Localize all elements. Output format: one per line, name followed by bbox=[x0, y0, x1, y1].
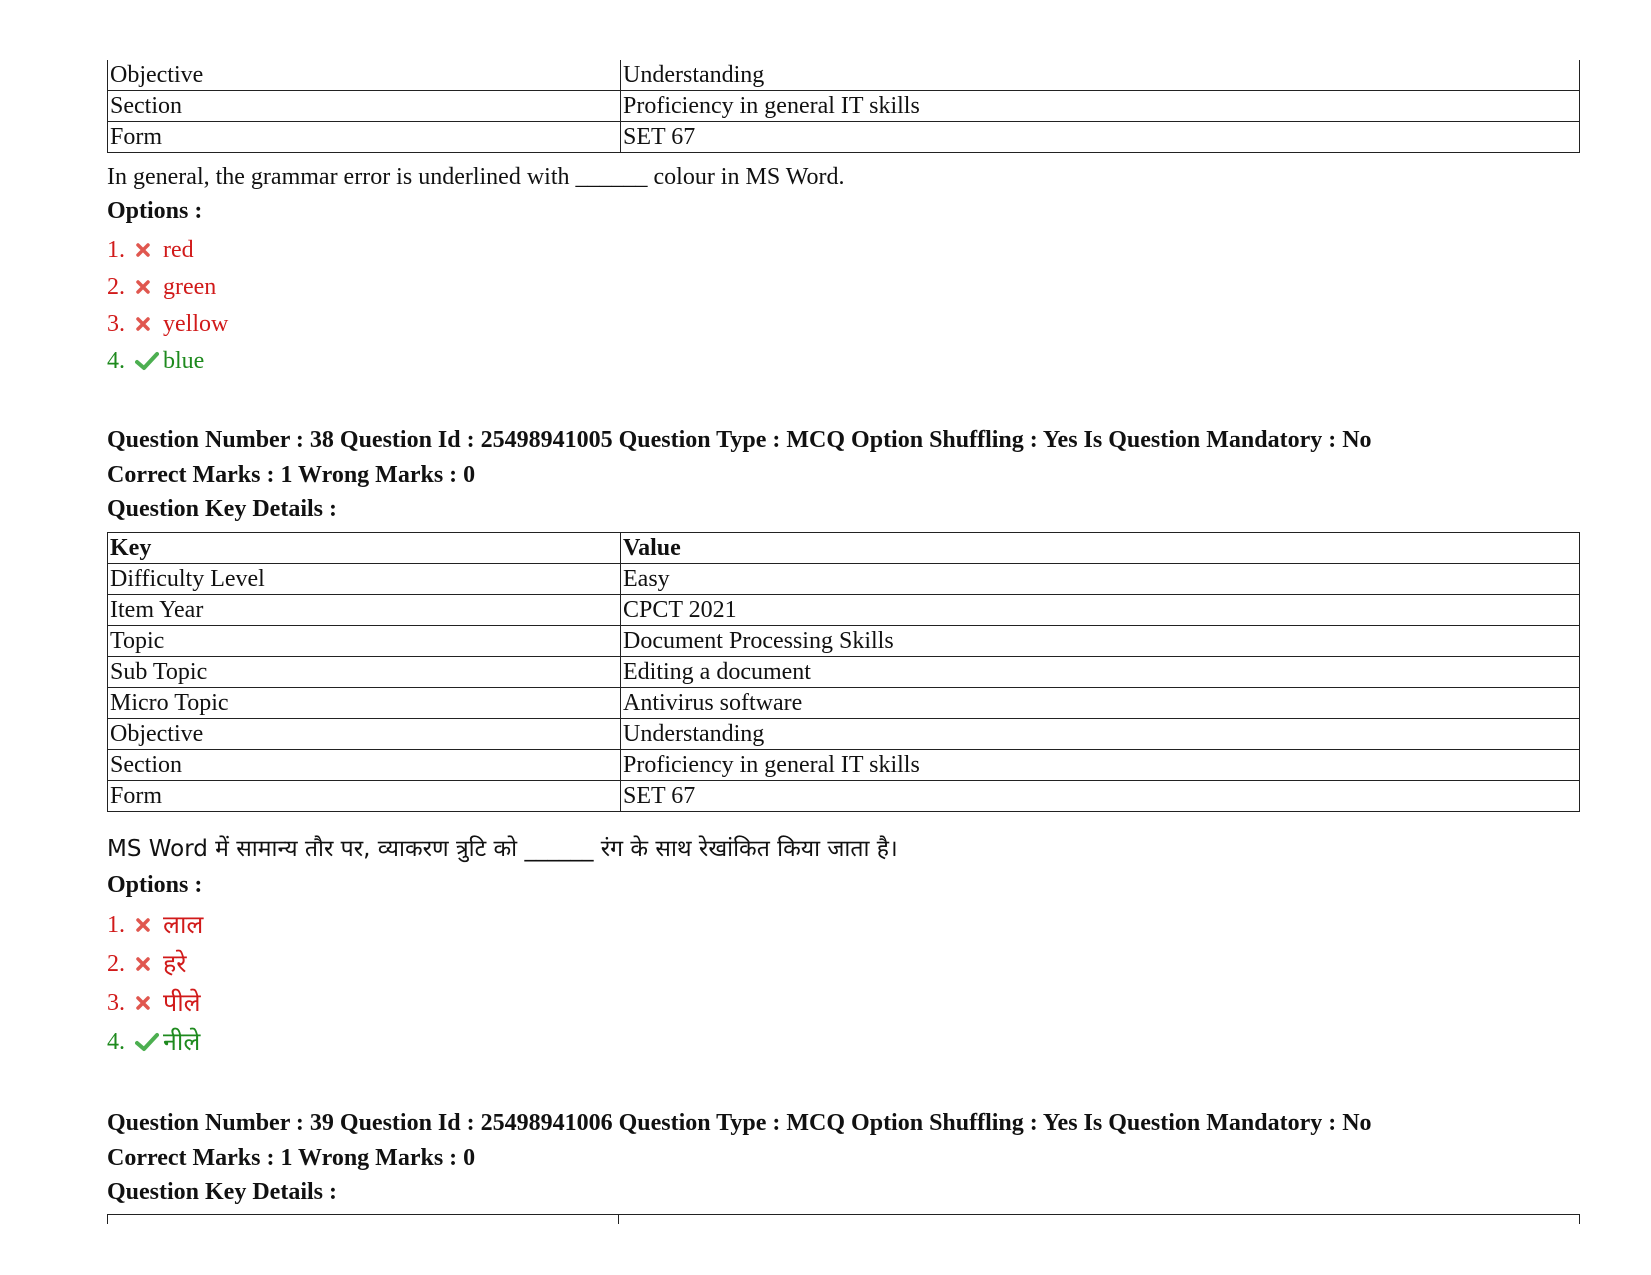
cross-icon bbox=[135, 242, 163, 258]
option-item bbox=[107, 235, 194, 265]
options-label: Options : bbox=[107, 198, 203, 224]
table-row bbox=[108, 719, 1580, 750]
value-cell: SET 67 bbox=[621, 781, 1580, 812]
option-item bbox=[107, 949, 187, 979]
check-icon bbox=[135, 351, 163, 371]
key-cell: Section bbox=[108, 750, 621, 781]
option-number: 1. bbox=[107, 912, 125, 938]
option-item bbox=[107, 910, 203, 940]
value-cell: Antivirus software bbox=[621, 688, 1580, 719]
option-number: 4. bbox=[107, 348, 125, 374]
option-number: 3. bbox=[107, 990, 125, 1016]
key-cell: Micro Topic bbox=[108, 688, 621, 719]
value-cell: Understanding bbox=[621, 719, 1580, 750]
value-cell: Document Processing Skills bbox=[621, 626, 1580, 657]
option-text: लाल bbox=[163, 910, 204, 939]
key-cell: Difficulty Level bbox=[108, 564, 621, 595]
options-label: Options : bbox=[107, 872, 203, 898]
key-details-label: Question Key Details : bbox=[107, 496, 337, 522]
value-cell: Easy bbox=[621, 564, 1580, 595]
table-row bbox=[108, 91, 1580, 122]
key-cell: Form bbox=[108, 781, 621, 812]
value-cell: Understanding bbox=[621, 60, 1580, 91]
cross-icon bbox=[135, 995, 163, 1011]
option-number: 3. bbox=[107, 311, 125, 337]
key-details-table bbox=[107, 532, 1580, 812]
option-text: हरे bbox=[163, 949, 187, 978]
key-cell: Item Year bbox=[108, 595, 621, 626]
cross-icon bbox=[135, 956, 163, 972]
key-cell: Form bbox=[108, 122, 621, 153]
check-icon bbox=[135, 1032, 163, 1052]
option-text: blue bbox=[163, 348, 205, 374]
value-cell: Editing a document bbox=[621, 657, 1580, 688]
option-item bbox=[107, 988, 201, 1018]
table-row bbox=[108, 781, 1580, 812]
option-item bbox=[107, 309, 228, 339]
cross-icon bbox=[135, 917, 163, 933]
cross-icon bbox=[135, 316, 163, 332]
marks-line: Correct Marks : 1 Wrong Marks : 0 bbox=[107, 1145, 476, 1171]
value-cell: CPCT 2021 bbox=[621, 595, 1580, 626]
key-cell: Sub Topic bbox=[108, 657, 621, 688]
option-text: पीले bbox=[163, 988, 201, 1017]
table-row bbox=[108, 750, 1580, 781]
value-cell: Proficiency in general IT skills bbox=[621, 750, 1580, 781]
question-text: In general, the grammar error is underlined with ______ colour in MS Word. bbox=[107, 164, 845, 190]
option-number: 4. bbox=[107, 1029, 125, 1055]
question-header: Question Number : 38 Question Id : 25498941005 Question Type : MCQ Option Shuffling : Yes Is Question Mandatory : No bbox=[107, 427, 1372, 453]
option-item bbox=[107, 272, 216, 302]
key-cell: Section bbox=[108, 91, 621, 122]
key-details-label: Question Key Details : bbox=[107, 1179, 337, 1205]
key-cell: Objective bbox=[108, 719, 621, 750]
table-row bbox=[108, 688, 1580, 719]
option-number: 1. bbox=[107, 237, 125, 263]
option-number: 2. bbox=[107, 951, 125, 977]
column-header-value: Value bbox=[621, 533, 1580, 564]
key-cell: Objective bbox=[108, 60, 621, 91]
value-cell: Proficiency in general IT skills bbox=[621, 91, 1580, 122]
question-header: Question Number : 39 Question Id : 25498941006 Question Type : MCQ Option Shuffling : Yes Is Question Mandatory : No bbox=[107, 1110, 1372, 1136]
question-text-hindi: MS Word में सामान्य तौर पर, व्याकरण त्रुटि को ______ रंग के साथ रेखांकित किया जाता है। bbox=[107, 836, 898, 862]
table-row bbox=[108, 657, 1580, 688]
option-item bbox=[107, 1027, 200, 1057]
table-row bbox=[108, 122, 1580, 153]
marks-line: Correct Marks : 1 Wrong Marks : 0 bbox=[107, 462, 476, 488]
column-header-key: Key bbox=[108, 533, 621, 564]
option-number: 2. bbox=[107, 274, 125, 300]
table-row bbox=[108, 595, 1580, 626]
table-row bbox=[108, 60, 1580, 91]
cross-icon bbox=[135, 279, 163, 295]
value-cell: SET 67 bbox=[621, 122, 1580, 153]
next-table-top-edge bbox=[107, 1214, 1580, 1224]
table-header-row bbox=[108, 533, 1580, 564]
table-row bbox=[108, 626, 1580, 657]
next-table-column-divider bbox=[618, 1214, 619, 1224]
option-text: green bbox=[163, 274, 217, 300]
option-text: नीले bbox=[163, 1027, 201, 1056]
prev-key-details-table bbox=[107, 60, 1580, 153]
option-text: red bbox=[163, 237, 194, 263]
option-text: yellow bbox=[163, 311, 229, 337]
option-item bbox=[107, 346, 204, 376]
table-row bbox=[108, 564, 1580, 595]
question-text bbox=[107, 834, 898, 864]
key-cell: Topic bbox=[108, 626, 621, 657]
